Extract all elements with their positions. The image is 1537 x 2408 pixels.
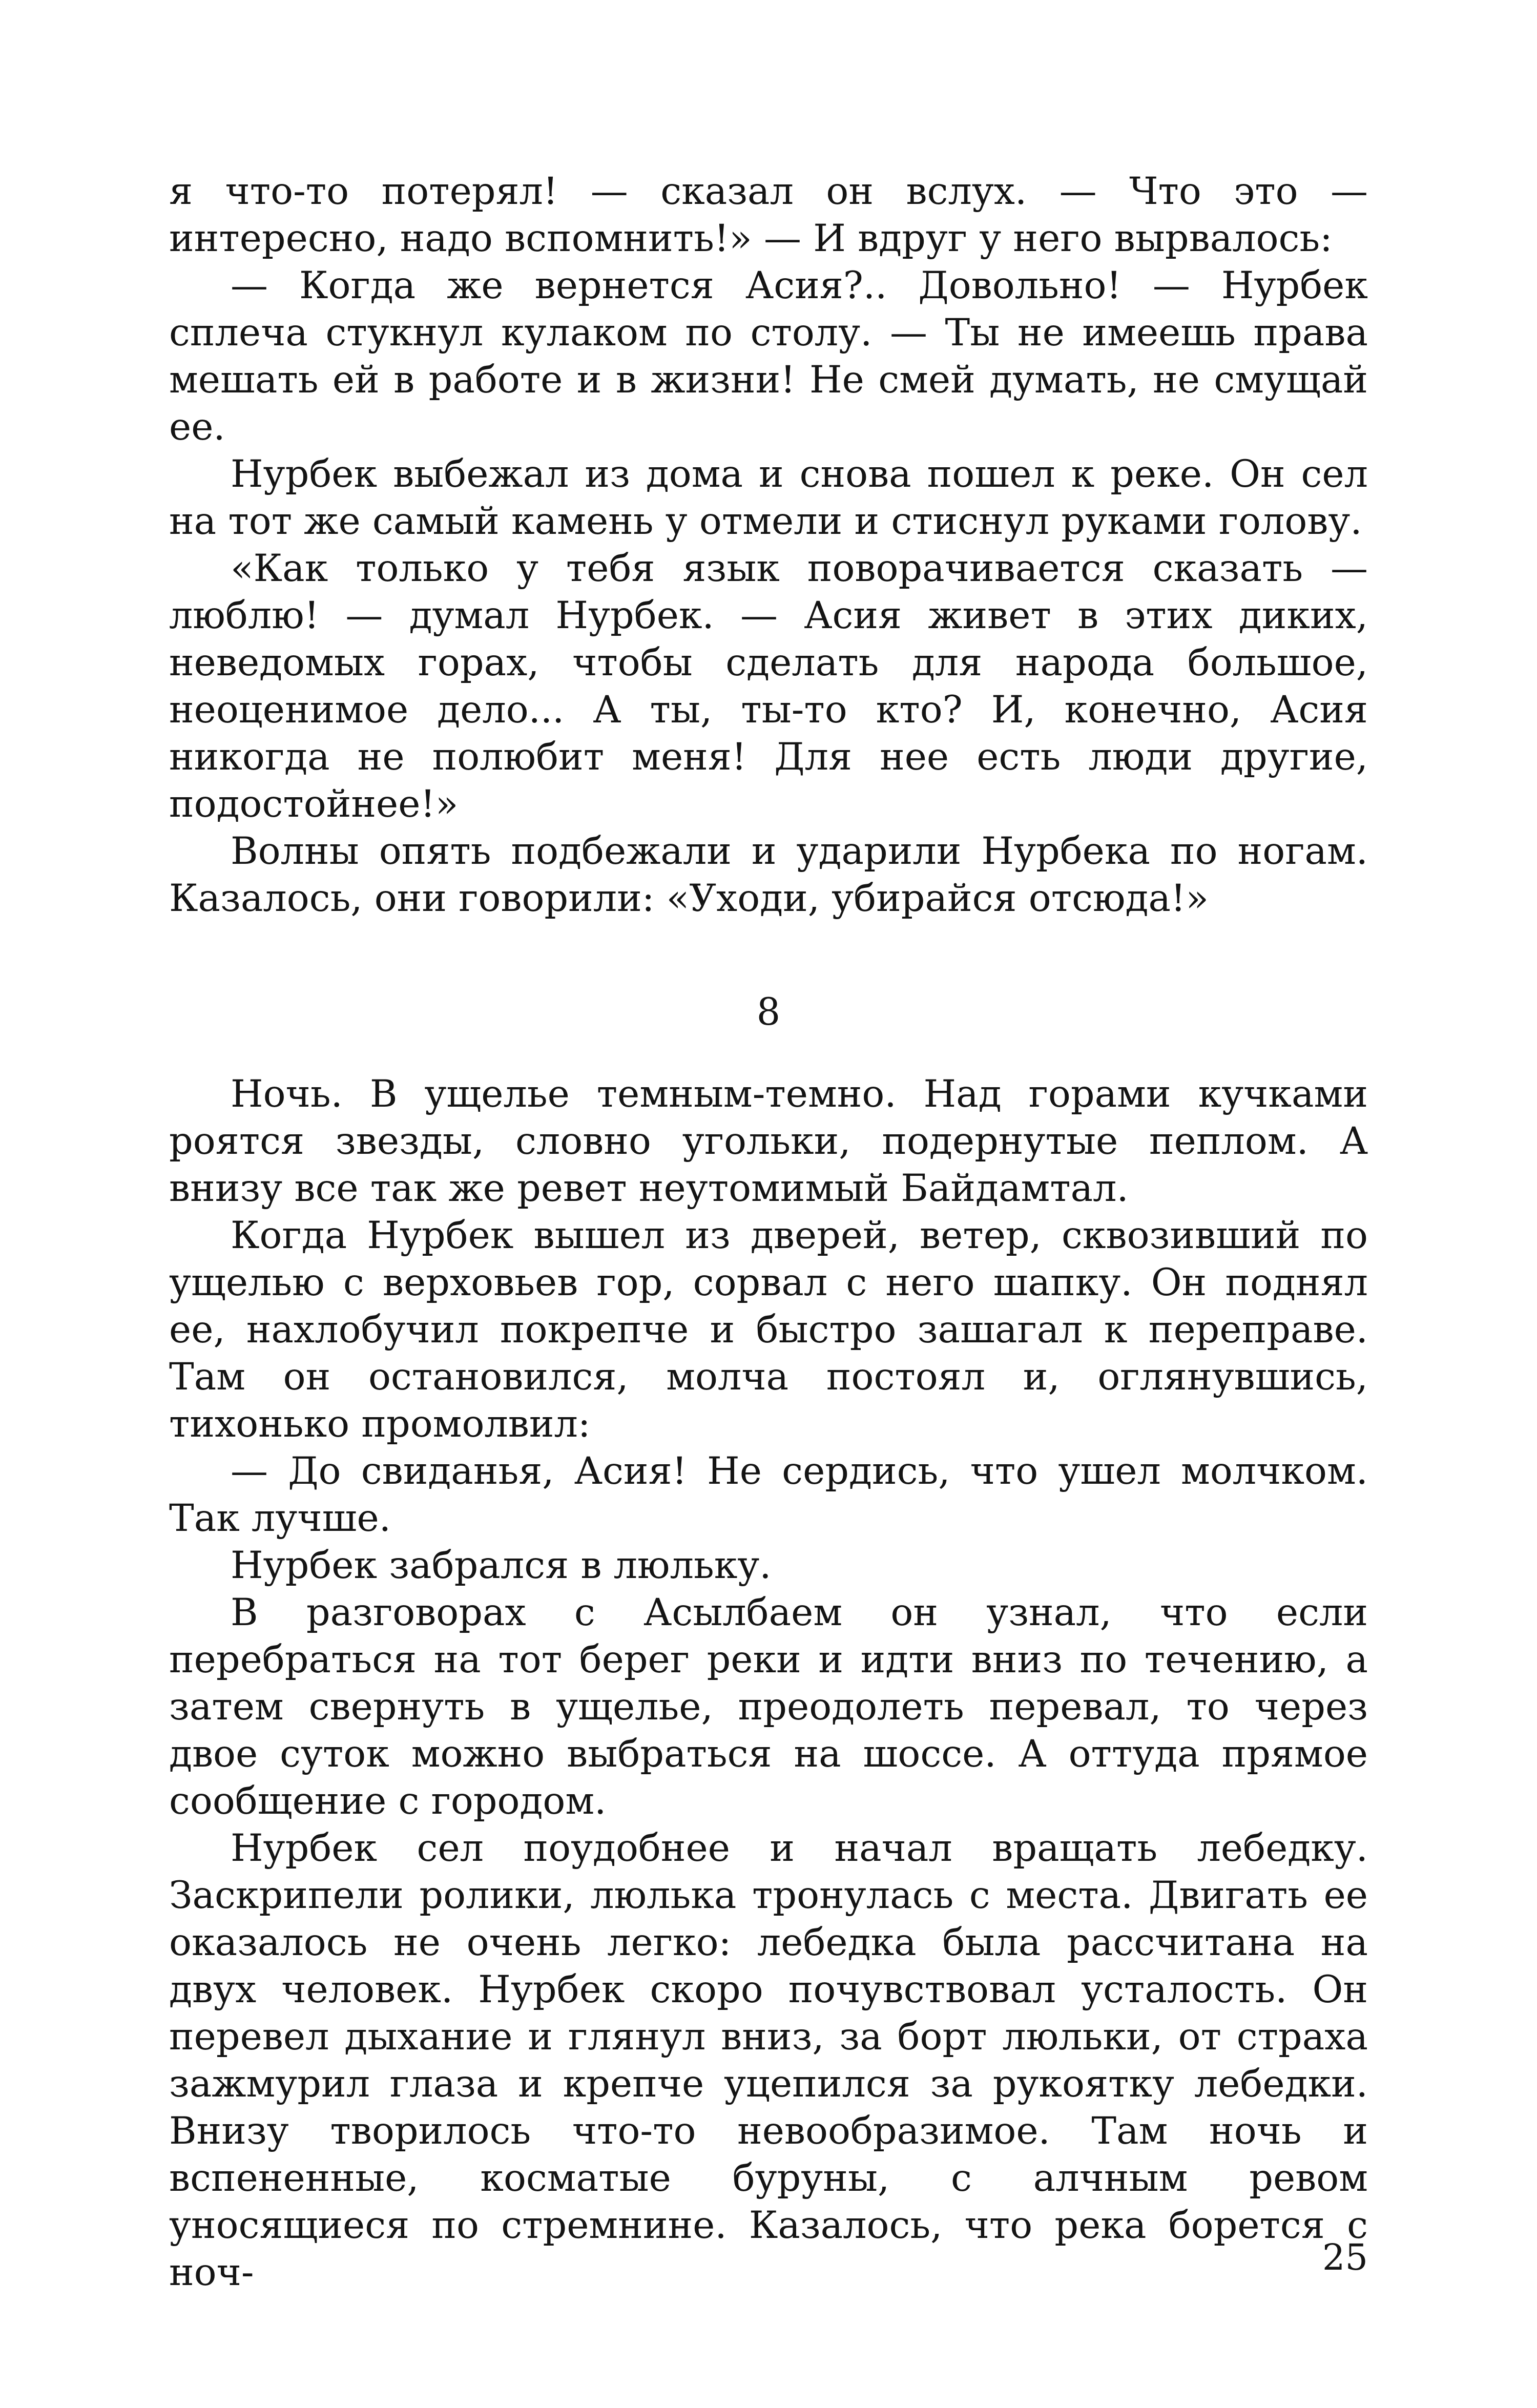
paragraph: «Как только у тебя язык поворачивается сказать — люблю! — думал Нурбек. — Асия живет в этих диких, неведомых горах, чтобы сделать для народа большое, неоценимое дело... А ты, ты-то кто? И, конечно, Асия никогда не полюбит меня! Для нее есть люди другие, подостойнее!» — [169, 547, 1368, 826]
paragraph: В разговорах с Асылбаем он узнал, что если перебраться на тот берег реки и идти вниз по течению, а затем свернуть в ущелье, преодолеть перевал, то через двое суток можно выбраться на шоссе. А оттуда прямое сообщение с городом. — [169, 1591, 1368, 1823]
page-number: 25 — [1322, 2236, 1368, 2278]
paragraph: я что-то потерял! — сказал он вслух. — Что это — интересно, надо вспомнить!» — И вдруг у него вырвалось: — [169, 170, 1368, 260]
chapter-number: 8 — [756, 990, 781, 1034]
paragraph: Нурбек выбежал из дома и снова пошел к реке. Он сел на тот же самый камень у отмели и стиснул руками голову. — [169, 452, 1368, 543]
paragraph: — Когда же вернется Асия?.. Довольно! — Нурбек сплеча стукнул кулаком по столу. — Ты не имеешь права мешать ей в работе и в жизни! Не смей думать, не смущай ее. — [169, 264, 1368, 449]
paragraph: Когда Нурбек вышел из дверей, ветер, сквозивший по ущелью с верховьев гор, сорвал с него шапку. Он поднял ее, нахлобучил покрепче и быстро зашагал к переправе. Там он остановился, молча постоял и, оглянувшись, тихонько промолвил: — [169, 1214, 1368, 1446]
paragraph: Ночь. В ущелье темным-темно. Над горами кучками роятся звезды, словно угольки, подернутые пеплом. А внизу все так же ревет неутомимый Байдамтал. — [169, 1072, 1368, 1210]
paragraph: Волны опять подбежали и ударили Нурбека по ногам. Казалось, они говорили: «Уходи, убирайся отсюда!» — [169, 829, 1368, 920]
text-section-bottom — [169, 1071, 1368, 2296]
paragraph: Нурбек забрался в люльку. — [231, 1544, 772, 1587]
text-section-top — [169, 168, 1368, 922]
paragraph: Нурбек сел поудобнее и начал вращать лебедку. Заскрипели ролики, люлька тронулась с места. Двигать ее оказалось не очень легко: лебедка была рассчитана на двух человек. Нурбек скоро почувствовал усталость. Он перевел дыхание и глянул вниз, за борт люльки, от страха зажмурил глаза и крепче уцепился за рукоятку лебедки. Внизу творилось что-то невообразимое. Там ночь и вспененные, косматые буруны, с алчным ревом уносящиеся по стремнине. Казалось, что река борется с ноч- — [169, 1826, 1368, 2294]
paragraph: — До свиданья, Асия! Не сердись, что ушел молчком. Так лучше. — [169, 1449, 1368, 1540]
